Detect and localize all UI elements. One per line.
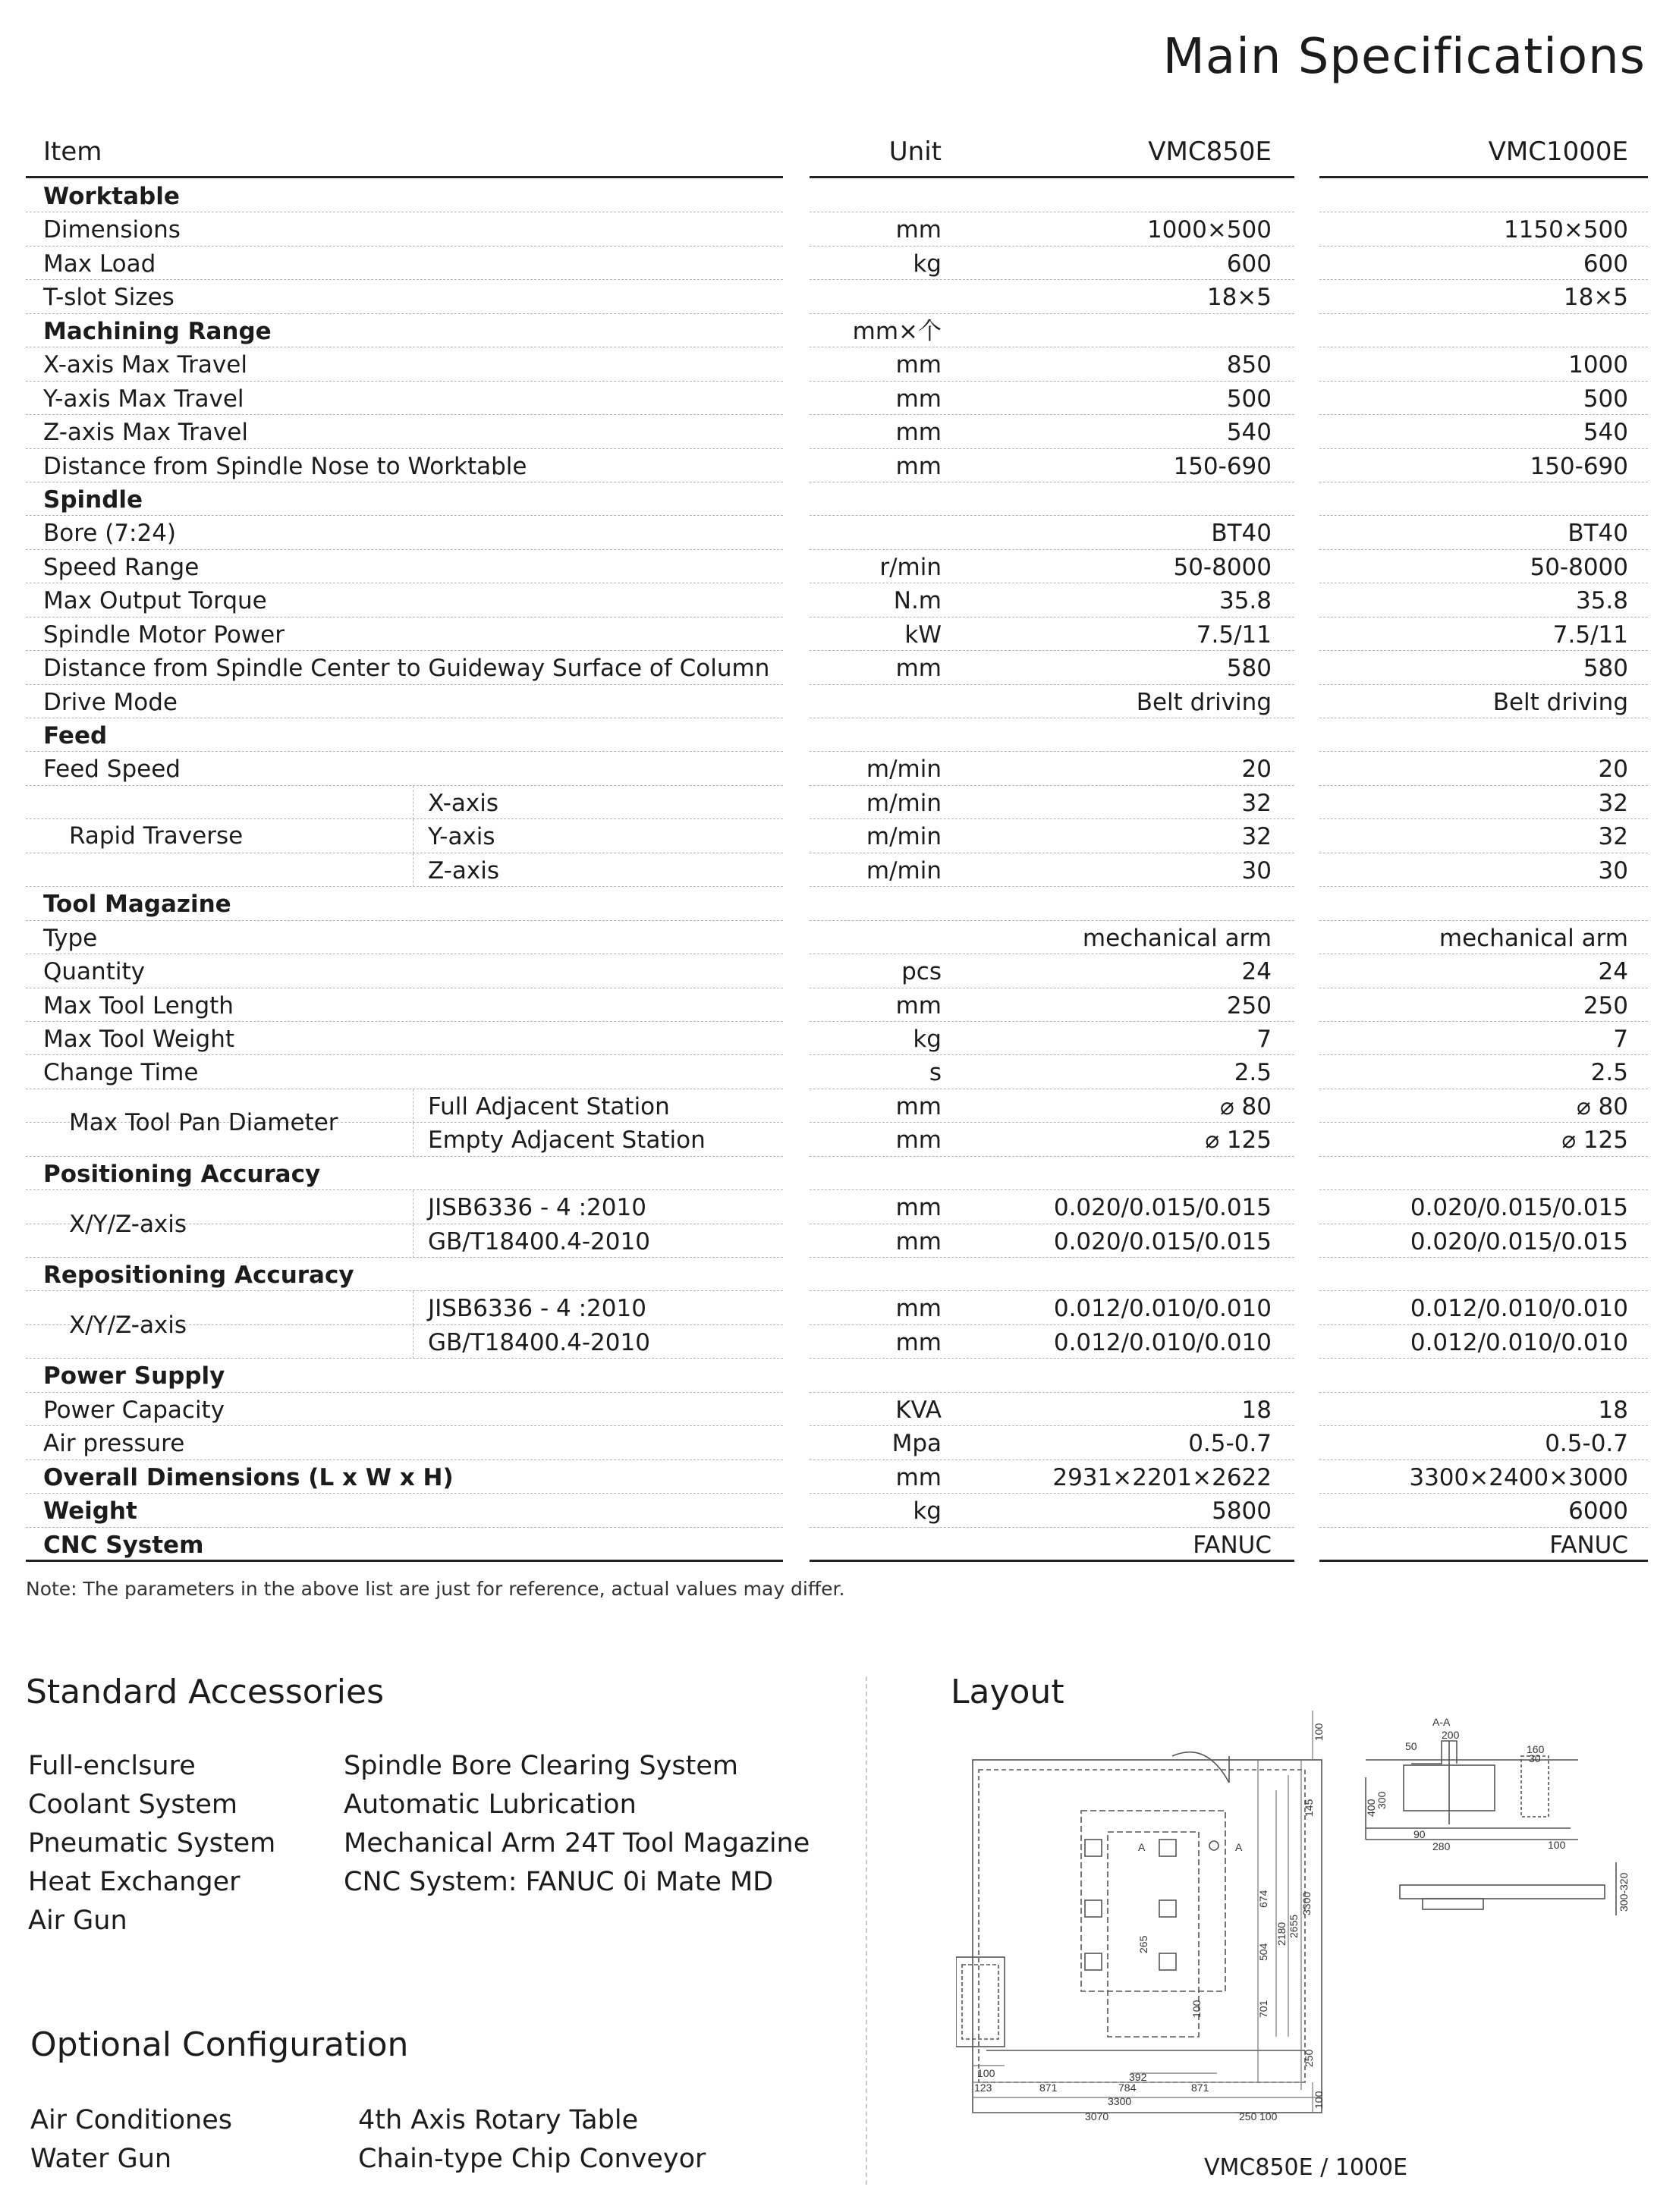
- item-label: Dimensions: [43, 216, 181, 244]
- table-bottom-rule: [26, 1560, 783, 1562]
- unit-cell: mm: [895, 216, 942, 244]
- vmc1000e-value: FANUC: [1549, 1531, 1628, 1559]
- vmc850e-value: 24: [1241, 958, 1272, 986]
- list-item: Coolant System: [28, 1789, 237, 1820]
- table-row: [26, 853, 1648, 887]
- category-label: Machining Range: [43, 317, 272, 345]
- section-divider: [866, 1676, 867, 2185]
- vmc1000e-value: mechanical arm: [1439, 924, 1628, 952]
- item-label: Max Output Torque: [43, 587, 267, 615]
- page-title: Main Specifications: [1162, 29, 1646, 85]
- table-row: [26, 1325, 1648, 1359]
- dim-label: 300: [1376, 1791, 1388, 1809]
- item-label: Power Capacity: [43, 1396, 225, 1424]
- dim-label: 280: [1432, 1840, 1451, 1852]
- table-bottom-rule: [959, 1560, 1294, 1562]
- section-label: A: [1138, 1841, 1146, 1853]
- vmc850e-value: 250: [1226, 991, 1272, 1020]
- vmc850e-value: 7: [1256, 1025, 1272, 1053]
- sub-item-label: Z-axis: [428, 856, 499, 884]
- table-row: [26, 1190, 1648, 1224]
- unit-cell: mm: [895, 351, 942, 379]
- standard-accessories-heading: Standard Accessories: [26, 1673, 385, 1711]
- section-block: [1521, 1756, 1549, 1817]
- header-rule: [810, 176, 961, 178]
- optional-configuration-heading: Optional Configuration: [30, 2025, 409, 2064]
- unit-cell: kg: [913, 1497, 942, 1525]
- optional-list-col1: [30, 2101, 232, 2179]
- category-label: Spindle: [43, 485, 143, 514]
- vmc1000e-value: 3300×2400×3000: [1409, 1463, 1628, 1491]
- table-row: [26, 921, 1648, 954]
- vmc850e-value: 2.5: [1234, 1059, 1272, 1087]
- table-row: [26, 988, 1648, 1022]
- item-label: Z-axis Max Travel: [43, 419, 248, 447]
- item-label: Max Tool Length: [43, 991, 234, 1020]
- section-title: A-A: [1432, 1716, 1451, 1728]
- table-header: [26, 129, 1648, 179]
- standard-list-col1: [28, 1747, 275, 1940]
- list-item: Air Gun: [28, 1906, 127, 1936]
- item-label: Feed Speed: [43, 756, 181, 784]
- vmc850e-value: 30: [1241, 856, 1272, 884]
- vmc850e-value: 150-690: [1173, 452, 1272, 480]
- table-row: [26, 247, 1648, 280]
- table-row: [26, 786, 1648, 819]
- vmc850e-value: FANUC: [1193, 1531, 1272, 1559]
- vmc1000e-value: 0.020/0.015/0.015: [1410, 1194, 1628, 1222]
- vmc850e-value: ⌀ 80: [1220, 1092, 1272, 1120]
- header-item: Item: [43, 137, 102, 167]
- unit-cell: kg: [913, 1025, 942, 1053]
- list-item: Mechanical Arm 24T Tool Magazine: [344, 1828, 810, 1859]
- category-row: [26, 1494, 1648, 1527]
- vmc1000e-value: 32: [1598, 789, 1628, 817]
- merged-item-label: Rapid Traverse: [69, 822, 244, 850]
- sub-item-label: Empty Adjacent Station: [428, 1126, 706, 1155]
- dim-label: 3070: [1085, 2110, 1109, 2122]
- vmc850e-value: 18×5: [1206, 284, 1272, 312]
- dim-label: 123: [974, 2082, 992, 2094]
- table-row: [26, 1426, 1648, 1459]
- electrical-cabinet: [956, 1957, 1005, 2047]
- dim-label: 2180: [1275, 1921, 1288, 1946]
- spec-table: [26, 129, 1648, 1561]
- unit-cell: N.m: [893, 587, 942, 615]
- dim-label: 701: [1257, 2000, 1269, 2018]
- table-row: [26, 1224, 1648, 1258]
- item-label: Change Time: [43, 1059, 199, 1087]
- merged-item-label: X/Y/Z-axis: [69, 1210, 187, 1238]
- vmc1000e-value: 540: [1583, 419, 1628, 447]
- unit-cell: m/min: [866, 756, 942, 784]
- side-view-table: [1400, 1885, 1605, 1899]
- vmc850e-value: 32: [1241, 789, 1272, 817]
- unit-cell: mm: [895, 419, 942, 447]
- table-row: [26, 382, 1648, 415]
- category-row: [26, 482, 1648, 516]
- vmc1000e-value: 0.020/0.015/0.015: [1410, 1227, 1628, 1255]
- table-row: [26, 280, 1648, 313]
- dim-label: 100: [1548, 1839, 1566, 1851]
- vmc1000e-value: ⌀ 80: [1577, 1092, 1628, 1120]
- header-vmc1000e: VMC1000E: [1488, 137, 1628, 167]
- vmc1000e-value: 7.5/11: [1552, 621, 1628, 649]
- vmc850e-value: 32: [1241, 823, 1272, 851]
- table-row: [26, 583, 1648, 617]
- dim-label: 50: [1405, 1740, 1417, 1752]
- unit-cell: mm: [895, 655, 942, 683]
- header-rule: [1319, 176, 1648, 178]
- dim-label: 784: [1118, 2082, 1137, 2094]
- vmc1000e-value: 250: [1583, 991, 1628, 1020]
- dim-label: 674: [1257, 1890, 1269, 1908]
- vmc850e-value: 0.020/0.015/0.015: [1053, 1227, 1272, 1255]
- item-label: Max Tool Weight: [43, 1025, 235, 1053]
- spindle-mark: [1209, 1841, 1218, 1850]
- item-label: Spindle Motor Power: [43, 621, 285, 649]
- header-unit: Unit: [888, 137, 942, 167]
- table-row: [26, 516, 1648, 549]
- dim-label: 100: [1190, 2000, 1203, 2018]
- table-row: [26, 1393, 1648, 1426]
- list-item: 4th Axis Rotary Table: [358, 2105, 639, 2135]
- section-view: [1366, 1741, 1616, 1915]
- unit-cell: kg: [913, 250, 942, 278]
- header-rule: [26, 176, 783, 178]
- cabinet-inner: [962, 1965, 998, 2039]
- category-row: [26, 314, 1648, 347]
- category-label: Repositioning Accuracy: [43, 1262, 354, 1289]
- vmc1000e-value: BT40: [1568, 520, 1628, 548]
- vmc850e-value: 0.012/0.010/0.010: [1053, 1295, 1272, 1323]
- vmc850e-value: 540: [1226, 419, 1272, 447]
- unit-cell: m/min: [866, 823, 942, 851]
- sub-item-label: X-axis: [428, 789, 498, 817]
- vmc1000e-value: 20: [1598, 756, 1628, 784]
- vmc1000e-value: 1000: [1568, 351, 1628, 379]
- table-row: [26, 212, 1648, 246]
- category-label: Feed: [43, 722, 108, 749]
- table-row: [26, 415, 1648, 448]
- unit-cell: Mpa: [891, 1430, 942, 1458]
- table-row: [26, 685, 1648, 718]
- vmc850e-value: 20: [1241, 756, 1272, 784]
- dim-label: 160: [1527, 1743, 1545, 1755]
- unit-cell: mm×个: [852, 317, 942, 345]
- dim-label: 265: [1137, 1935, 1149, 1953]
- category-label: Power Supply: [43, 1362, 225, 1390]
- vmc850e-value: 18: [1241, 1396, 1272, 1424]
- dim-label: 250: [1303, 2049, 1315, 2067]
- category-label: Weight: [43, 1497, 137, 1525]
- item-label: Bore (7:24): [43, 520, 177, 548]
- unit-cell: mm: [895, 1126, 942, 1155]
- vmc850e-value: 1000×500: [1146, 216, 1272, 244]
- table-bottom-rule: [810, 1560, 961, 1562]
- table-row: [26, 449, 1648, 482]
- vmc850e-value: Belt driving: [1136, 688, 1272, 716]
- dim-label: 100: [1259, 2110, 1278, 2122]
- dim-label: 100: [1313, 1723, 1325, 1741]
- vmc850e-value: mechanical arm: [1082, 924, 1272, 952]
- header-vmc850e: VMC850E: [1148, 137, 1272, 167]
- dim-label: 2655: [1288, 1914, 1300, 1938]
- dim-label: 3300: [1300, 1891, 1313, 1915]
- vmc1000e-value: 500: [1583, 385, 1628, 413]
- unit-cell: m/min: [866, 789, 942, 817]
- category-label: Overall Dimensions (L x W x H): [43, 1463, 454, 1491]
- vmc1000e-value: 0.012/0.010/0.010: [1410, 1295, 1628, 1323]
- category-label: Tool Magazine: [43, 891, 231, 919]
- vmc1000e-value: Belt driving: [1492, 688, 1628, 716]
- vmc850e-value: 500: [1226, 385, 1272, 413]
- unit-cell: mm: [895, 1328, 942, 1356]
- vmc1000e-value: 150-690: [1530, 452, 1628, 480]
- vmc1000e-value: 2.5: [1590, 1059, 1628, 1087]
- dim-label: 250: [1239, 2110, 1257, 2122]
- unit-cell: mm: [895, 1463, 942, 1491]
- item-label: Quantity: [43, 958, 145, 986]
- sub-item-label: JISB6336 - 4 :2010: [428, 1295, 646, 1323]
- unit-cell: m/min: [866, 856, 942, 884]
- vmc850e-value: 600: [1226, 250, 1272, 278]
- list-item: Automatic Lubrication: [344, 1789, 637, 1820]
- vmc850e-value: ⌀ 125: [1205, 1126, 1272, 1155]
- category-row: [26, 179, 1648, 212]
- list-item: Heat Exchanger: [28, 1867, 241, 1897]
- unit-cell: mm: [895, 1295, 942, 1323]
- table-row: [26, 752, 1648, 785]
- item-label: Drive Mode: [43, 688, 178, 716]
- category-row: [26, 718, 1648, 752]
- table-row: [26, 651, 1648, 684]
- standard-list-col2: [344, 1747, 810, 1902]
- dim-label: 871: [1039, 2082, 1058, 2094]
- dim-label: 100: [1313, 2091, 1325, 2109]
- vmc1000e-value: 1150×500: [1503, 216, 1628, 244]
- enclosure-outline: [979, 1770, 1305, 2082]
- sub-item-label: GB/T18400.4-2010: [428, 1328, 650, 1356]
- item-label: Distance from Spindle Nose to Worktable: [43, 452, 527, 480]
- layout-drawing: [956, 1711, 1662, 2135]
- item-label: Type: [43, 924, 98, 952]
- table-row: [26, 550, 1648, 583]
- optional-list-col2: [358, 2101, 706, 2179]
- unit-cell: mm: [895, 1194, 942, 1222]
- door-arc: [1172, 1752, 1229, 1783]
- table-row: [26, 1291, 1648, 1324]
- unit-cell: r/min: [879, 553, 942, 581]
- unit-cell: mm: [895, 452, 942, 480]
- side-view-base: [1423, 1899, 1483, 1909]
- layout-heading: Layout: [951, 1673, 1064, 1711]
- dim-label: 400: [1365, 1799, 1377, 1817]
- category-row: [26, 1359, 1648, 1392]
- vmc850e-value: 35.8: [1218, 587, 1272, 615]
- dim-label: 504: [1257, 1943, 1269, 1961]
- vmc1000e-value: 600: [1583, 250, 1628, 278]
- dim-label: 200: [1442, 1729, 1460, 1741]
- vmc1000e-value: 0.5-0.7: [1545, 1430, 1628, 1458]
- item-label: Y-axis Max Travel: [43, 385, 244, 413]
- vmc850e-value: 7.5/11: [1196, 621, 1272, 649]
- unit-cell: mm: [895, 991, 942, 1020]
- vmc850e-value: 50-8000: [1173, 553, 1272, 581]
- table-row: [26, 347, 1648, 381]
- unit-cell: pcs: [901, 958, 942, 986]
- vmc1000e-value: 580: [1583, 655, 1628, 683]
- section-label: A: [1235, 1841, 1243, 1853]
- column-blocks: [1085, 1840, 1176, 1970]
- vmc850e-value: 580: [1226, 655, 1272, 683]
- item-label: T-slot Sizes: [43, 284, 175, 312]
- table-row: [26, 1055, 1648, 1089]
- dim-label: 392: [1129, 2071, 1147, 2083]
- table-note: Note: The parameters in the above list are just for reference, actual values may differ.: [26, 1578, 845, 1600]
- sub-item-label: GB/T18400.4-2010: [428, 1227, 650, 1255]
- vmc850e-value: 2931×2201×2622: [1052, 1463, 1272, 1491]
- category-row: [26, 1528, 1648, 1561]
- unit-cell: KVA: [895, 1396, 942, 1424]
- sub-item-label: Y-axis: [428, 823, 495, 851]
- vmc850e-value: 0.5-0.7: [1188, 1430, 1272, 1458]
- category-label: Worktable: [43, 183, 180, 210]
- vmc1000e-value: 18×5: [1563, 284, 1628, 312]
- dim-label: 871: [1191, 2082, 1209, 2094]
- table-bottom-rule: [1319, 1560, 1648, 1562]
- vmc850e-value: 850: [1226, 351, 1272, 379]
- sub-item-label: JISB6336 - 4 :2010: [428, 1194, 646, 1222]
- table-body: [26, 179, 1648, 1561]
- table-row: [26, 617, 1648, 651]
- vmc850e-value: 5800: [1212, 1497, 1272, 1525]
- dim-label: 3300: [1108, 2095, 1132, 2107]
- category-label: Positioning Accuracy: [43, 1160, 321, 1188]
- worktable-outline: [1081, 1811, 1225, 1991]
- list-item: Pneumatic System: [28, 1828, 276, 1859]
- travel-outline: [1108, 1832, 1199, 2037]
- unit-cell: kW: [904, 621, 942, 649]
- unit-cell: s: [929, 1059, 942, 1087]
- list-item: Water Gun: [30, 2144, 172, 2174]
- table-row: [26, 1022, 1648, 1055]
- list-item: Chain-type Chip Conveyor: [358, 2144, 706, 2174]
- vmc850e-value: 0.012/0.010/0.010: [1053, 1328, 1272, 1356]
- merged-item-label: X/Y/Z-axis: [69, 1311, 187, 1339]
- vmc850e-value: 0.020/0.015/0.015: [1053, 1194, 1272, 1222]
- dim-label: 90: [1413, 1828, 1426, 1840]
- item-label: X-axis Max Travel: [43, 351, 247, 379]
- unit-cell: mm: [895, 1092, 942, 1120]
- unit-cell: mm: [895, 385, 942, 413]
- vmc1000e-value: 0.012/0.010/0.010: [1410, 1328, 1628, 1356]
- category-row: [26, 1460, 1648, 1494]
- vmc1000e-value: ⌀ 125: [1561, 1126, 1628, 1155]
- layout-caption: VMC850E / 1000E: [1204, 2154, 1408, 2181]
- list-item: Full-enclsure: [28, 1751, 196, 1781]
- item-label: Speed Range: [43, 553, 200, 581]
- vmc1000e-value: 24: [1598, 958, 1628, 986]
- sub-item-label: Full Adjacent Station: [428, 1092, 670, 1120]
- list-item: Air Conditiones: [30, 2105, 232, 2135]
- vmc1000e-value: 30: [1598, 856, 1628, 884]
- list-item: Spindle Bore Clearing System: [344, 1751, 738, 1781]
- dim-label: 300-320: [1618, 1872, 1630, 1912]
- item-label: Distance from Spindle Center to Guideway Surface of Column: [43, 655, 770, 683]
- item-label: Max Load: [43, 250, 156, 278]
- vmc1000e-value: 35.8: [1575, 587, 1628, 615]
- item-label: Air pressure: [43, 1430, 185, 1458]
- dim-label: 100: [977, 2067, 995, 2079]
- vmc1000e-value: 18: [1598, 1396, 1628, 1424]
- table-row: [26, 819, 1648, 853]
- unit-cell: mm: [895, 1227, 942, 1255]
- list-item: CNC System: FANUC 0i Mate MD: [344, 1867, 774, 1897]
- category-row: [26, 887, 1648, 920]
- header-rule: [959, 176, 1294, 178]
- dim-label: 145: [1303, 1799, 1315, 1817]
- category-row: [26, 1157, 1648, 1190]
- category-row: [26, 1258, 1648, 1291]
- merged-item-label: Max Tool Pan Diameter: [69, 1109, 338, 1137]
- table-row: [26, 954, 1648, 988]
- dim-label: 30: [1529, 1752, 1541, 1764]
- category-label: CNC System: [43, 1531, 204, 1559]
- vmc1000e-value: 6000: [1568, 1497, 1628, 1525]
- vmc850e-value: BT40: [1211, 520, 1272, 548]
- vmc1000e-value: 32: [1598, 823, 1628, 851]
- vmc1000e-value: 7: [1613, 1025, 1628, 1053]
- vmc1000e-value: 50-8000: [1530, 553, 1628, 581]
